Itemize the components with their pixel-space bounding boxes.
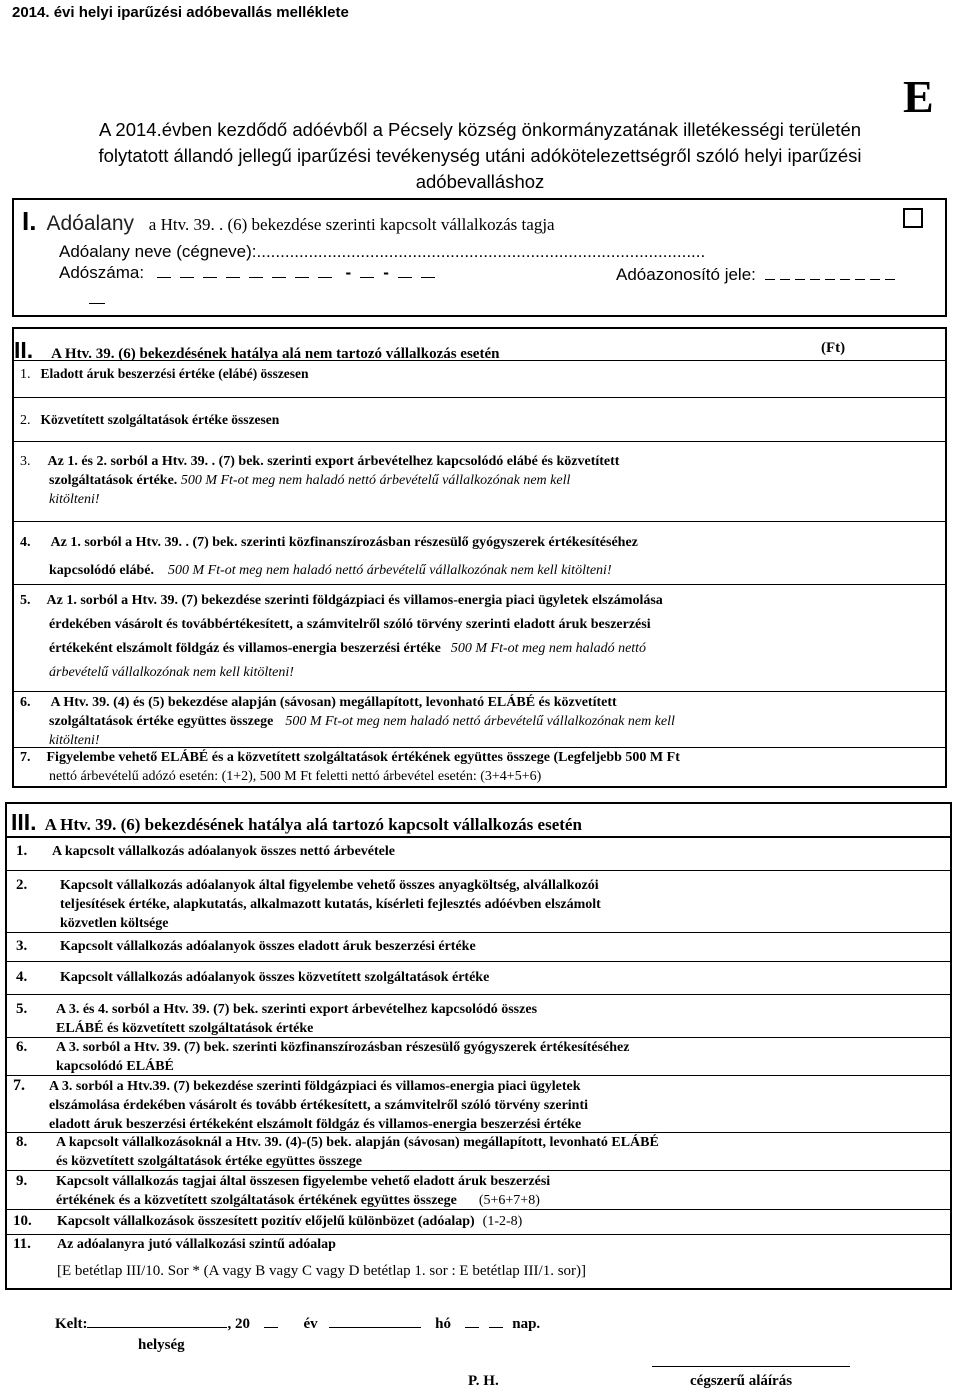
signature-line <box>652 1366 850 1367</box>
s3-row-11: 11. Az adóalanyra jutó vállalkozási szintű adóalap [E betétlap III/10. Sor * (A vagy B vagy C vagy D betétlap 1. sor : E betétlap III/1. sor)] <box>13 1236 587 1279</box>
section-3-title-row <box>11 809 582 836</box>
place-label: helység <box>138 1337 185 1353</box>
s2-row-5: 5. Az 1. sorból a Htv. 39. (7) bekezdése szerinti földgázpiaci és villamos-energia piaci ügyletek elszámolása érdekében vásárolt és továbbértékesített, a számvitelről szóló törvény szerinti eladott áruk beszerzési értékeként elszámolt földgáz és villamos-energia beszerzési értéke 500 M Ft-ot meg nem haladó nettó árbevételű vállalkozónak nem kell kitölteni! <box>20 593 663 680</box>
tax-number-field[interactable]: - - <box>157 263 444 282</box>
s2-row-3: 3. Az 1. és 2. sorból a Htv. 39. . (7) bek. szerinti export árbevételhez kapcsolódó elábé és közvetített szolgáltatások értéke. 500 M Ft-ot meg nem haladó nettó árbevételű vállalkozónak nem kell kitölteni! <box>20 454 620 507</box>
form-title-line-3: adóbevalláshoz <box>415 171 545 192</box>
tax-id-row <box>616 265 900 285</box>
s2-row-1: 1. Eladott áruk beszerzési értéke (elábé) összesen <box>20 366 309 382</box>
s2-row-2: 2. Közvetített szolgáltatások értéke összesen <box>20 412 280 428</box>
section-3-roman: III. <box>11 809 37 835</box>
section-2-roman: II. <box>14 337 34 363</box>
form-title-line-1: A 2014.évben kezdődő adóévből a Pécsely község önkormányzatának illetékességi területén <box>98 119 862 140</box>
s2-row-6: 6. A Htv. 39. (4) és (5) bekezdése alapján (sávosan) megállapított, levonható ELÁBÉ és közvetített szolgáltatások értéke együttes összege 500 M Ft-ot meg nem haladó nettó árbevételű vállalkozónak nem kell kitölteni! <box>20 695 675 748</box>
section-3-box <box>5 802 952 1290</box>
section-3-title: A Htv. 39. (6) bekezdésének hatálya alá tartozó kapcsolt vállalkozás esetén <box>44 815 582 834</box>
s2-row-7: 7. Figyelembe vehető ELÁBÉ és a közvetített szolgáltatások értékének együttes összege (Legfeljebb 500 M Ft nettó árbevételű adózó esetén: (1+2), 500 M Ft feletti nettó árbevétel esetén: (3+4+5+6) <box>20 750 680 784</box>
section-1-box <box>12 198 947 317</box>
section-2-unit: (Ft) <box>821 340 846 356</box>
month-field[interactable] <box>329 1327 421 1328</box>
signature-date-row: Kelt: , 20 év hó nap. <box>55 1316 541 1332</box>
s3-row-7: 7. A 3. sorból a Htv.39. (7) bekezdése szerinti földgázpiaci és villamos-energia piaci ügyletek elszámolása érdekében vásárolt és tovább értékesített, a számvitelről szóló törvény szerinti eladott áruk beszerzési értékeként elszámolt földgáz és villamos-energia beszerzési értéke <box>13 1077 589 1132</box>
document-header: 2014. évi helyi iparűzési adóbevallás melléklete <box>12 4 349 21</box>
s3-row-5: 5. A 3. és 4. sorból a Htv. 39. (7) bek. szerinti export árbevételhez kapcsolódó összes ELÁBÉ és közvetített szolgáltatások értéke <box>16 1001 538 1036</box>
signature-label: cégszerű aláírás <box>690 1373 793 1389</box>
day-field-2[interactable] <box>489 1327 503 1328</box>
section-1-rest: a Htv. 39. . (6) bekezdése szerinti kapcsolt vállalkozás tagja <box>148 215 555 234</box>
form-letter: E <box>903 71 934 122</box>
s3-row-2: 2. Kapcsolt vállalkozás adóalanyok által figyelembe vehető összes anyagköltség, alvállalkozói teljesítések értéke, alapkutatás, alkalmazott kutatás, kísérleti fejlesztés adóévben elszámolt közvetlen költsége <box>16 877 601 931</box>
section-1-adoalany: Adóalany <box>46 212 135 235</box>
section-2-box <box>12 327 947 788</box>
s2-row-4: 4. Az 1. sorból a Htv. 39. . (7) bek. szerinti közfinanszírozásban részesülő gyógyszerek értékesítéséhez <box>20 535 638 550</box>
s3-row-4: 4. Kapcsolt vállalkozás adóalanyok összes közvetített szolgáltatások értéke <box>16 969 490 985</box>
tax-id-field[interactable] <box>765 265 900 284</box>
stamp-label: P. H. <box>468 1373 499 1389</box>
place-field[interactable] <box>87 1327 227 1328</box>
year-field[interactable] <box>264 1327 278 1328</box>
tax-id-label: Adóazonosító jele: <box>616 265 756 284</box>
tax-number-label: Adószáma: <box>59 263 145 282</box>
section-1-title <box>22 206 555 237</box>
form-title-line-2: folytatott állandó jellegű iparűzési tevékenység utáni adókötelezettségről szóló helyi iparűzési <box>98 145 862 166</box>
day-field-1[interactable] <box>465 1327 479 1328</box>
section-2-title: A Htv. 39. (6) bekezdésének hatálya alá nem tartozó vállalkozás esetén <box>51 346 500 362</box>
section-1-roman: I. <box>22 206 37 236</box>
s3-row-8: 8. A kapcsolt vállalkozásoknál a Htv. 39. (4)-(5) bek. alapján (sávosan) megállapított, levonható ELÁBÉ és közvetített szolgáltatások értéke együttes összege <box>16 1134 659 1169</box>
s3-row-3: 3. Kapcsolt vállalkozás adóalanyok összes eladott áruk beszerzési értéke <box>16 938 476 954</box>
tax-id-overflow-dash <box>89 303 105 304</box>
s3-row-9: 9. Kapcsolt vállalkozás tagjai által összesen figyelembe vehető eladott áruk beszerzési értékének és a közvetített szolgáltatások értékének együttes összege (5+6+7+8) <box>16 1173 551 1208</box>
related-company-checkbox[interactable] <box>903 208 923 228</box>
s2-row-4-cont: kapcsolódó elábé. 500 M Ft-ot meg nem haladó nettó árbevételű vállalkozónak nem kell kitölteni! <box>49 563 612 578</box>
s3-row-1: 1. A kapcsolt vállalkozás adóalanyok összes nettó árbevétele <box>16 843 395 859</box>
taxpayer-name-label: Adóalany neve (cégneve):............................................................................................... <box>59 242 706 261</box>
s3-row-6: 6. A 3. sorból a Htv. 39. (7) bek. szerinti közfinanszírozásban részesülő gyógyszerek értékesítéséhez kapcsolódó ELÁBÉ <box>16 1039 630 1074</box>
s3-row-10: 10. Kapcsolt vállalkozások összesített pozitív előjelű különbözet (adóalap) (1-2-8) <box>13 1213 523 1229</box>
tax-number-row <box>59 263 444 283</box>
